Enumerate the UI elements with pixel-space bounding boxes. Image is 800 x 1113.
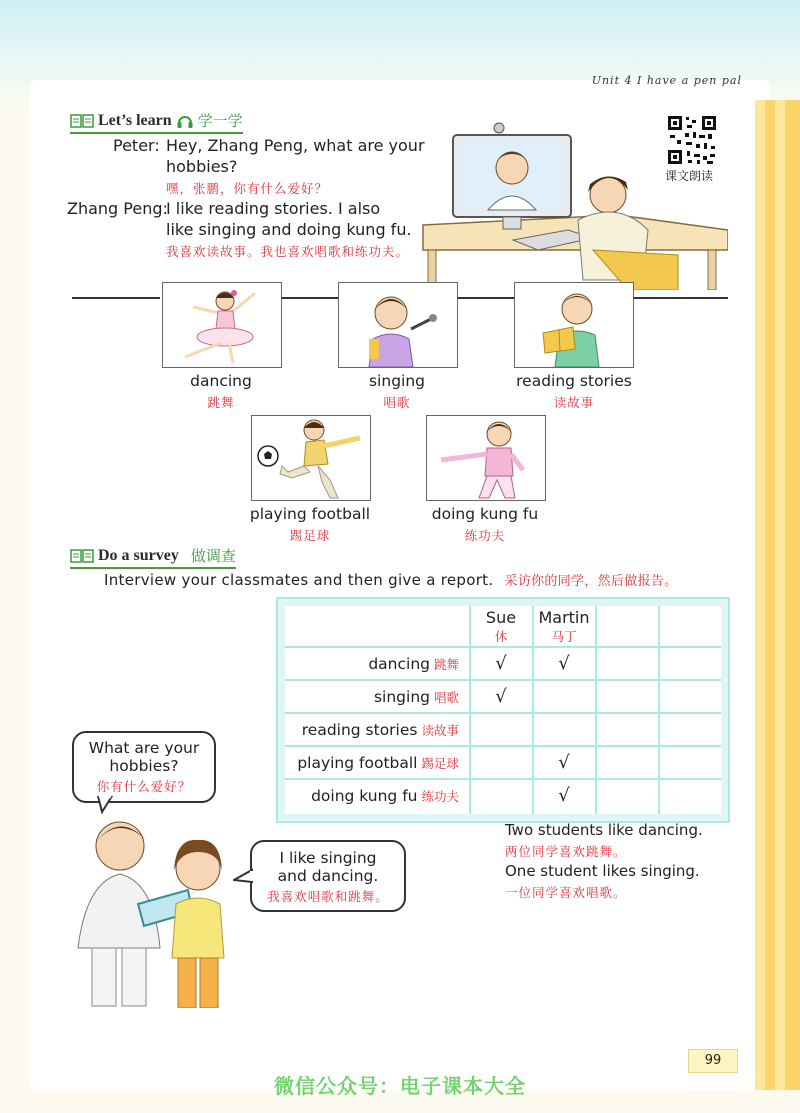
report-sentence: Two students like dancing. [505,821,703,839]
checkmark: √ [558,752,570,773]
table-row-label: doing kung fu 练功夫 [311,787,459,805]
hobby-caption-cn: 踢足球 [289,528,331,543]
divider-line [72,297,160,299]
do-a-survey-heading [70,545,236,569]
dialog-line: hobbies? [166,157,238,176]
survey-table [276,597,730,823]
checkmark: √ [558,653,570,674]
column-header-martin: Martin 马丁 [538,608,590,644]
table-row-label: singing 唱歌 [373,688,459,706]
divider-line [634,297,728,299]
checkmark: √ [495,686,507,707]
dialog-speaker-zhang-peng: Zhang Peng: [67,199,168,218]
answer-bubble: I like singing and dancing. 我喜欢唱歌和跳舞。 [250,840,406,912]
dialog-line: Hey, Zhang Peng, what are your [166,136,425,155]
table-row-label: dancing 跳舞 [368,655,459,673]
hobby-caption-cn: 读故事 [553,395,595,410]
dialog-translation: 嘿，张鹏，你有什么爱好？ [166,181,329,196]
dialog-line: like singing and doing kung fu. [166,220,412,239]
hobby-caption: singing [368,372,425,390]
reading-stories-picture [514,282,634,368]
book-icon [70,548,94,564]
doing-kung-fu-picture [426,415,546,501]
survey-instruction [104,570,677,589]
hobby-caption-cn: 唱歌 [383,395,411,410]
checkmark: √ [495,653,507,674]
children-survey-illustration [68,808,248,1008]
unit-header: Unit 4 I have a pen pal [591,74,742,87]
report-sentence: One student likes singing. [505,862,700,880]
lets-learn-title-cn: 学一学 [197,112,243,130]
dialog-line: I like reading stories. I also [166,199,381,218]
column-header-sue: Sue 休 [485,608,517,644]
watermark: 微信公众号：电子课本大全 [274,1074,526,1098]
lets-learn-title: Let’s learn [98,111,172,129]
checkmark: √ [558,785,570,806]
do-a-survey-title: Do a survey [98,546,179,564]
singing-picture [338,282,458,368]
table-row-label: playing football 踢足球 [297,754,459,772]
lets-learn-heading [70,110,243,134]
report-sentence-cn: 两位同学喜欢跳舞。 [505,844,627,859]
divider-line [282,297,338,299]
question-bubble: What are your hobbies? 你有什么爱好？ [72,731,216,803]
hobby-caption: reading stories [516,372,632,390]
qr-code[interactable] [666,114,718,166]
page-edge-stripes [755,100,800,1090]
table-row-label: reading stories 读故事 [301,721,459,739]
page-number: 99 [688,1049,738,1073]
hobby-caption: playing football [249,505,371,523]
divider-line [457,297,515,299]
hobby-caption: doing kung fu [431,505,539,523]
qr-label: 课文朗读 [665,169,714,183]
do-a-survey-title-cn: 做调查 [190,547,236,565]
playing-football-picture [251,415,371,501]
hobby-caption-cn: 跳舞 [207,395,235,410]
survey-grid [285,606,721,814]
dialog-translation: 我喜欢读故事。我也喜欢唱歌和练功夫。 [166,244,410,259]
report-sentence-cn: 一位同学喜欢唱歌。 [505,885,627,900]
hobby-caption-cn: 练功夫 [464,528,506,543]
instruction-en: Interview your classmates and then give a report. [104,571,494,589]
hobby-caption: dancing [190,372,252,390]
dancing-picture [162,282,282,368]
headphones-icon[interactable] [176,113,194,129]
dialog-speaker-peter: Peter: [113,136,160,155]
book-icon [70,113,94,129]
instruction-cn: 采访你的同学，然后做报告。 [504,574,678,589]
